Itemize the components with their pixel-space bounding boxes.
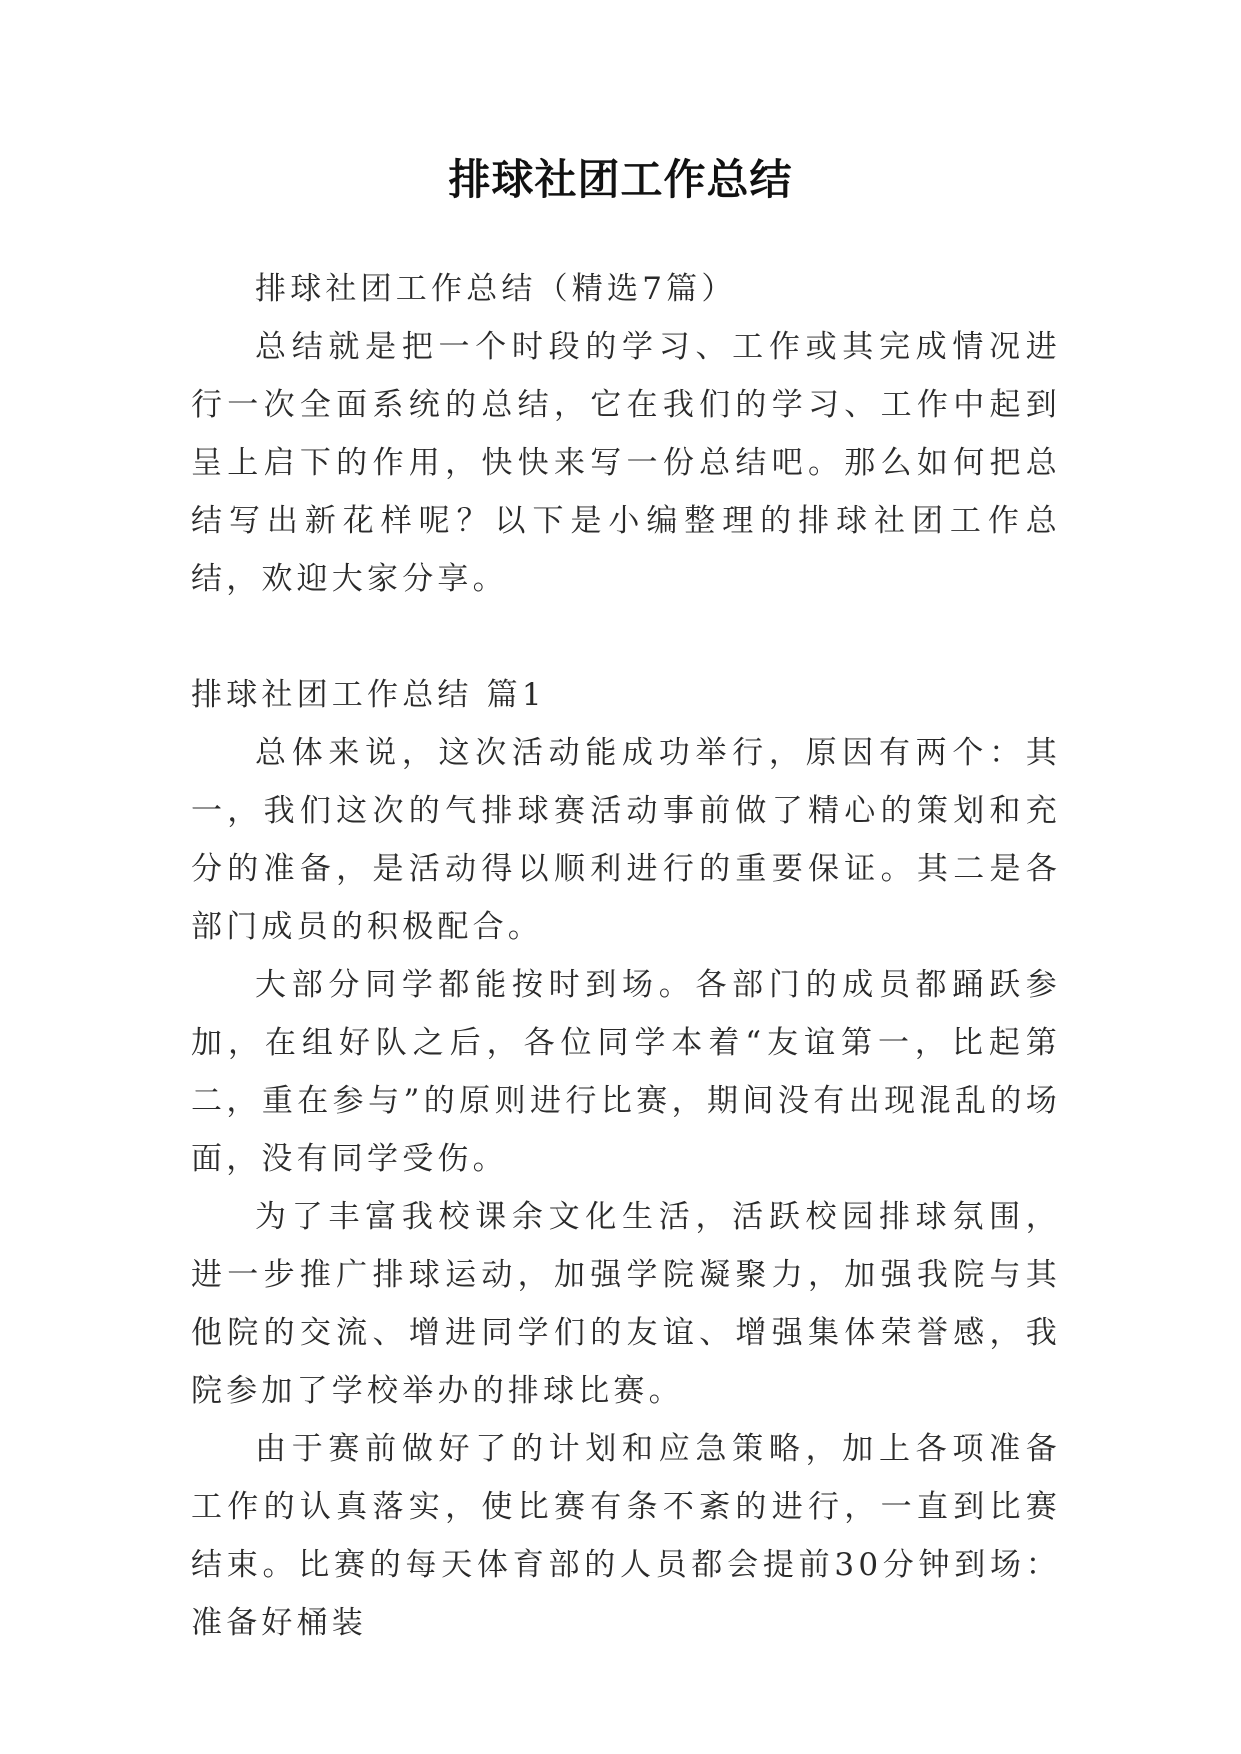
body-paragraph: 总体来说，这次活动能成功举行，原因有两个：其一，我们这次的气排球赛活动事前做了精心的策划和充分的准备，是活动得以顺利进行的重要保证。其二是各部门成员的积极配合。 <box>191 735 1061 945</box>
section-heading: 排球社团工作总结 篇1 <box>191 677 546 713</box>
body-paragraph: 大部分同学都能按时到场。各部门的成员都踊跃参加，在组好队之后，各位同学本着“友谊第一，比起第二，重在参与”的原则进行比赛，期间没有出现混乱的场面，没有同学受伤。 <box>191 967 1061 1177</box>
intro-paragraph: 总结就是把一个时段的学习、工作或其完成情况进行一次全面系统的总结，它在我们的学习、工作中起到呈上启下的作用，快快来写一份总结吧。那么如何把总结写出新花样呢？以下是小编整理的排球社团工作总结，欢迎大家分享。 <box>191 329 1061 597</box>
document-title: 排球社团工作总结 <box>448 155 793 204</box>
section-spacer <box>191 608 1061 666</box>
document-body <box>191 260 1061 1652</box>
body-paragraph: 为了丰富我校课余文化生活，活跃校园排球氛围，进一步推广排球运动，加强学院凝聚力，加强我院与其他院的交流、增进同学们的友谊、增强集体荣誉感，我院参加了学校举办的排球比赛。 <box>191 1199 1061 1409</box>
body-paragraph: 由于赛前做好了的计划和应急策略，加上各项准备工作的认真落实，使比赛有条不紊的进行，一直到比赛结束。比赛的每天体育部的人员都会提前30分钟到场：准备好桶装 <box>191 1431 1061 1641</box>
intro-line: 排球社团工作总结（精选7篇） <box>255 271 737 307</box>
